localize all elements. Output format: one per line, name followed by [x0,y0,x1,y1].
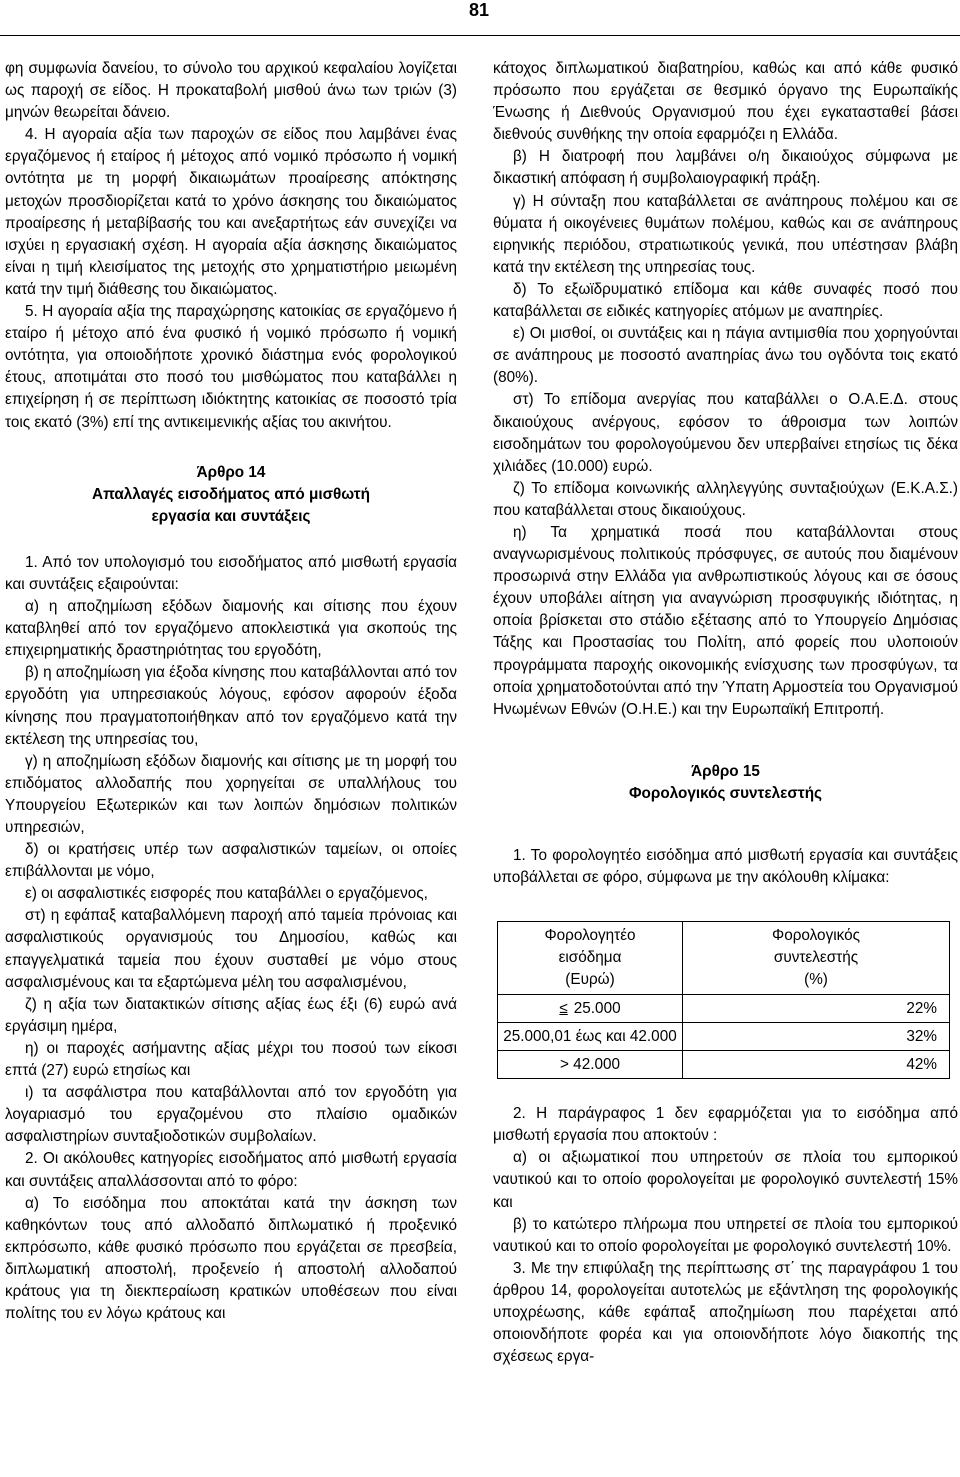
list-item: στ) Το επίδομα ανεργίας που καταβάλλει ο Ο.Α.Ε.Δ. στους δικαιούχους ανέργους, εφόσον το άθροισμα των λοιπών εισοδημάτων του φορολογούμενου δεν υπερβαίνει ετησίως τις δέκα χιλιάδες (10.000) ευρώ. [493,391,958,475]
list-item: δ) οι κρατήσεις υπέρ των ασφαλιστικών ταμείων, οι οποίες επιβάλλονται με νόμο, [5,841,457,881]
paragraph: 5. Η αγοραία αξία της παραχώρησης κατοικίας σε εργαζόμενο ή εταίρο ή μέτοχο από ένα φυσικό ή νομικό πρόσωπο ή νομική οντότητα, για οποιοδήποτε χρονικό διάστημα ενός φορολογικού έτους, αποτιμάται στο ποσό του μισθώματος που καταβάλλει η επιχείρηση ή σε περίπτωση ιδιόκτητης κατοικίας σε ποσοστό τρία τοις εκατό (3%) επί της αντικειμενικής αξίας του ακινήτου. [5,303,457,431]
paragraph: 1. Το φορολογητέο εισόδημα από μισθωτή εργασία και συντάξεις υποβάλλεται σε φόρο, σύμφωνα με την ακόλουθη κλίμακα: [493,847,958,887]
list-item: ι) τα ασφάλιστρα που καταβάλλονται από τον εργοδότη για λογαριασμό του εργαζομένου στο πλαίσιο ομαδικών ασφαλιστηρίων συνταξιοδοτικών συμβολαίων. [5,1084,457,1146]
list-item: ε) Οι μισθοί, οι συντάξεις και η πάγια αντιμισθία που χορηγούνται σε ανάπηρους με ποσοστό αναπηρίας άνω του ογδόντα τοις εκατό (80%). [493,325,958,387]
list-item: ζ) η αξία των διατακτικών σίτισης αξίας έως έξι (6) ευρώ ανά εργάσιμη ημέρα, [5,995,457,1035]
paragraph: 3. Με την επιφύλαξη της περίπτωσης στ΄ της παραγράφου 1 του άρθρου 14, φορολογείται αυτοτελώς με εξάντληση της φορολογικής υποχρέωσης, κάθε εφάπαξ αποζημίωση που παρέχεται από οποιονδήποτε φορέα και για οποιονδήποτε λόγο διακοπής της σχέσεως εργα- [493,1259,958,1366]
table-cell: 25.000,01 έως και 42.000 [498,1023,683,1051]
list-item: η) οι παροχές ασήμαντης αξίας μέχρι του ποσού των είκοσι επτά (27) ευρώ ετησίως και [5,1039,457,1080]
table-header-row [498,922,950,995]
table-row [498,1023,950,1051]
list-item: γ) Η σύνταξη που καταβάλλεται σε ανάπηρους πολέμου και σε θύματα ή οικογένειες θυμάτων πολέμου, καθώς και σε ανάπηρους ειρηνικής περιόδου, στρατιωτικούς γενικά, που υπέστησαν βλάβη κατά την εκτέλεση της υπηρεσίας τους. [493,192,958,276]
table-row [498,1051,950,1079]
article-14-title: Άρθρο 14 [196,463,266,481]
table-cell: > 42.000 [498,1051,683,1079]
left-column [5,58,457,1325]
article-14-subtitle: Απαλλαγές εισοδήματος από μισθωτή [92,485,370,503]
list-item: δ) Το εξωϊδρυματικό επίδομα και κάθε συναφές ποσό που καταβάλλεται σε ειδικές κατηγορίες ατόμων με αναπηρίες. [493,280,958,321]
table-cell: ≤ 25.000 [498,995,683,1023]
header-rule [0,35,960,36]
table-cell: 32% [683,1023,950,1051]
article-15-subtitle: Φορολογικός συντελεστής [628,784,823,802]
table-cell: 22% [683,995,950,1023]
list-item: β) η αποζημίωση για έξοδα κίνησης που καταβάλλονται από τον εργοδότη για υπηρεσιακούς λόγους, εφόσον αφορούν έξοδα κίνησης που πραγματοποιήθηκαν από τον εργαζόμενο κατά την εκτέλεση της υπηρεσίας του, [5,664,457,748]
list-item: η) Τα χρηματικά ποσά που καταβάλλονται στους αναγνωρισμένους πολιτικούς πρόσφυγες, σε αυτούς που διαμένουν προσωρινά στην Ελλάδα για ανθρωπιστικούς λόγους και σε όσους έχουν υποβάλει αίτηση για αναγνώριση προσφυγικής ιδιότητας, η οποία βρίσκεται στο στάδιο εξέτασης από το Υπουργείο Δημόσιας Τάξης και Προστασίας του Πολίτη, από φορείς που υλοποιούν προγράμματα παροχής οικονομικής ενίσχυσης των προσφύγων, τα οποία χρηματοδοτούνται από την Ύπατη Αρμοστεία του Οργανισμού Ηνωμένων Εθνών (Ο.Η.Ε.) και την Ευρωπαϊκή Επιτροπή. [493,523,958,718]
paragraph: φη συμφωνία δανείου, το σύνολο του αρχικού κεφαλαίου λογίζεται ως παροχή σε είδος. Η προκαταβολή μισθού άνω των τριών (3) μηνών θεωρείται δάνειο. [5,60,457,122]
table-header-cell: Φορολογικός συντελεστής (%) [683,922,950,995]
table-row [498,995,950,1023]
article-14-subtitle: εργασία και συντάξεις [151,507,311,525]
paragraph: 4. Η αγοραία αξία των παροχών σε είδος που λαμβάνει ένας εργαζόμενος ή εταίρος ή μέτοχος από νομικό πρόσωπο ή νομική οντότητα με τη μορφή δικαιωμάτων προαίρεσης απόκτησης μετοχών προσδιορίζεται κατά το χρόνο άσκησης του δικαιώματος προαίρεσης ή μεταβίβασής του και ανεξαρτήτως εάν συνεχίζει να ισχύει η εργασιακή σχέση. Η αγοραία αξία άσκησης δικαιώματος είναι η τιμή κλεισίματος της μετοχής στο χρηματιστήριο μειωμένη κατά την τιμή διάθεσης του δικαιώματος. [5,126,457,298]
list-item: α) οι αξιωματικοί που υπηρετούν σε πλοία του εμπορικού ναυτικού και το οποίο φορολογείται με φορολογικό συντελεστή 15% και [493,1149,958,1211]
paragraph: κάτοχος διπλωματικού διαβατηρίου, καθώς και από κάθε φυσικό πρόσωπο που εργάζεται σε θεσμικό όργανο της Ευρωπαϊκής Ένωσης ή Διεθνούς Οργανισμού που έχει εγκατασταθεί βάσει διεθνούς συνθήκης την οποία εφαρμόζει η Ελλάδα. [493,60,958,144]
list-item: ε) οι ασφαλιστικές εισφορές που καταβάλλει ο εργαζόμενος, [25,885,428,903]
right-column [493,58,958,1368]
paragraph: 2. Οι ακόλουθες κατηγορίες εισοδήματος από μισθωτή εργασία και συντάξεις απαλλάσσονται από το φόρο: [5,1150,457,1190]
list-item: β) Η διατροφή που λαμβάνει ο/η δικαιούχος σύμφωνα με δικαστική απόφαση ή συμβολαιογραφική πράξη. [493,148,958,188]
table-header-cell: Φορολογητέο εισόδημα (Ευρώ) [498,922,683,995]
list-item: γ) η αποζημίωση εξόδων διαμονής και σίτισης με τη μορφή του επιδόματος αλλοδαπής που χορηγείται σε υπαλλήλους του Υπουργείου Εξωτερικών και των λοιπών δημόσιων πολιτικών υπηρεσιών, [5,752,457,836]
less-equal-symbol: ≤ [559,999,568,1017]
list-item: β) το κατώτερο πλήρωμα που υπηρετεί σε πλοία του εμπορικού ναυτικού και το οποίο φορολογείται με φορολογικό συντελεστή 10%. [493,1215,958,1255]
article-15-title: Άρθρο 15 [691,762,760,780]
list-item: ζ) Το επίδομα κοινωνικής αλληλεγγύης συνταξιούχων (Ε.Κ.Α.Σ.) που καταβάλλεται στους δικαιούχους. [493,479,958,519]
list-item: α) Το εισόδημα που αποκτάται κατά την άσκηση των καθηκόντων τους από αλλοδαπό διπλωματικό ή προξενικό εκπρόσωπο, κάθε φυσικό πρόσωπο που εργάζεται σε πρεσβεία, διπλωματική αποστολή, προξενείο ή αποστολή αλλοδαπού κράτους για τη διεκπεραίωση κρατικών υποθέσεων που είναι πολίτης του εν λόγω κράτους και [5,1194,457,1323]
table-cell: 42% [683,1051,950,1079]
list-item: α) η αποζημίωση εξόδων διαμονής και σίτισης που έχουν καταβληθεί από τον εργαζόμενο αποκλειστικά για σκοπούς της επιχειρηματικής δραστηριότητας του εργοδότη, [5,598,457,660]
list-item: στ) η εφάπαξ καταβαλλόμενη παροχή από ταμεία πρόνοιας και ασφαλιστικούς οργανισμούς του Δημοσίου, καθώς και επαγγελματικά ταμεία που έχουν συσταθεί με νόμο στους ασφαλισμένους και τα εξαρτώμενα μέλη του ασφαλισμένου, [5,907,457,991]
tax-scale-table [497,921,950,1079]
paragraph: 2. Η παράγραφος 1 δεν εφαρμόζεται για το εισόδημα από μισθωτή εργασία που αποκτούν : [493,1105,958,1145]
page-number: 81 [468,0,489,20]
paragraph: 1. Από τον υπολογισμό του εισοδήματος από μισθωτή εργασία και συντάξεις εξαιρούνται: [5,553,457,593]
